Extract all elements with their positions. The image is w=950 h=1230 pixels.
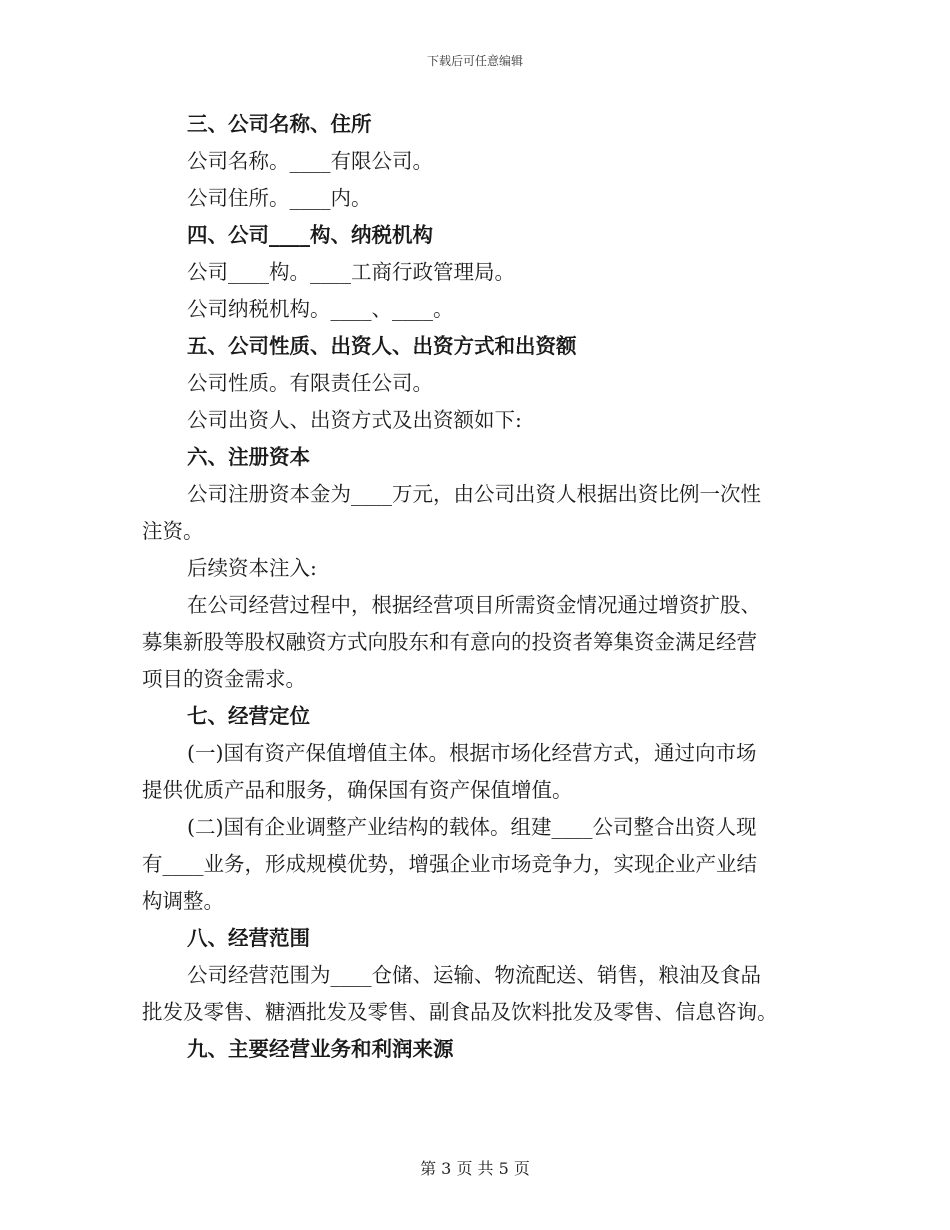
section-heading: 六、注册资本 xyxy=(187,445,310,469)
paragraph-line: 项目的资金需求。 xyxy=(142,667,306,691)
page-header: 下载后可任意编辑 xyxy=(426,54,523,68)
section-heading: 七、经营定位 xyxy=(187,704,310,728)
paragraph-line: 公司纳税机构。____、____。 xyxy=(187,297,454,321)
paragraph-line: 公司出资人、出资方式及出资额如下: xyxy=(187,408,522,432)
paragraph-line: 募集新股等股权融资方式向股东和有意向的投资者筹集资金满足经营 xyxy=(142,630,757,654)
page-footer: 第 3 页 共 5 页 xyxy=(420,1159,530,1178)
paragraph-line: 公司住所。____内。 xyxy=(187,186,372,210)
paragraph-line: 有____业务，形成规模优势，增强企业市场竞争力，实现企业产业结 xyxy=(142,852,757,876)
paragraph-line: 公司经营范围为____仓储、运输、物流配送、销售，粮油及食品 xyxy=(187,963,761,987)
paragraph-line: 提供优质产品和服务，确保国有资产保值增值。 xyxy=(142,778,573,802)
paragraph-line: 公司注册资本金为____万元，由公司出资人根据出资比例一次性 xyxy=(187,482,761,506)
paragraph-line: 公司名称。____有限公司。 xyxy=(187,149,433,173)
paragraph-line: 后续资本注入: xyxy=(187,556,317,580)
section-heading: 五、公司性质、出资人、出资方式和出资额 xyxy=(187,334,577,358)
section-heading: 三、公司名称、住所 xyxy=(187,112,372,136)
section-heading: 四、公司____构、纳税机构 xyxy=(187,223,433,247)
paragraph-line: 注资。 xyxy=(142,519,204,543)
paragraph-line: 批发及零售、糖酒批发及零售、副食品及饮料批发及零售、信息咨询。 xyxy=(142,1000,778,1024)
document-body xyxy=(142,106,810,1068)
paragraph-line: 在公司经营过程中，根据经营项目所需资金情况通过增资扩股、 xyxy=(187,593,761,617)
paragraph-line: 公司性质。有限责任公司。 xyxy=(187,371,433,395)
paragraph-line: 公司____构。____工商行政管理局。 xyxy=(187,260,515,284)
paragraph-line: (二)国有企业调整产业结构的载体。组建____公司整合出资人现 xyxy=(187,815,757,839)
paragraph-line: 构调整。 xyxy=(142,889,224,913)
paragraph-line: (一)国有资产保值增值主体。根据市场化经营方式，通过向市场 xyxy=(187,741,757,765)
section-heading: 九、主要经营业务和利润来源 xyxy=(187,1037,454,1061)
section-heading: 八、经营范围 xyxy=(187,926,310,950)
